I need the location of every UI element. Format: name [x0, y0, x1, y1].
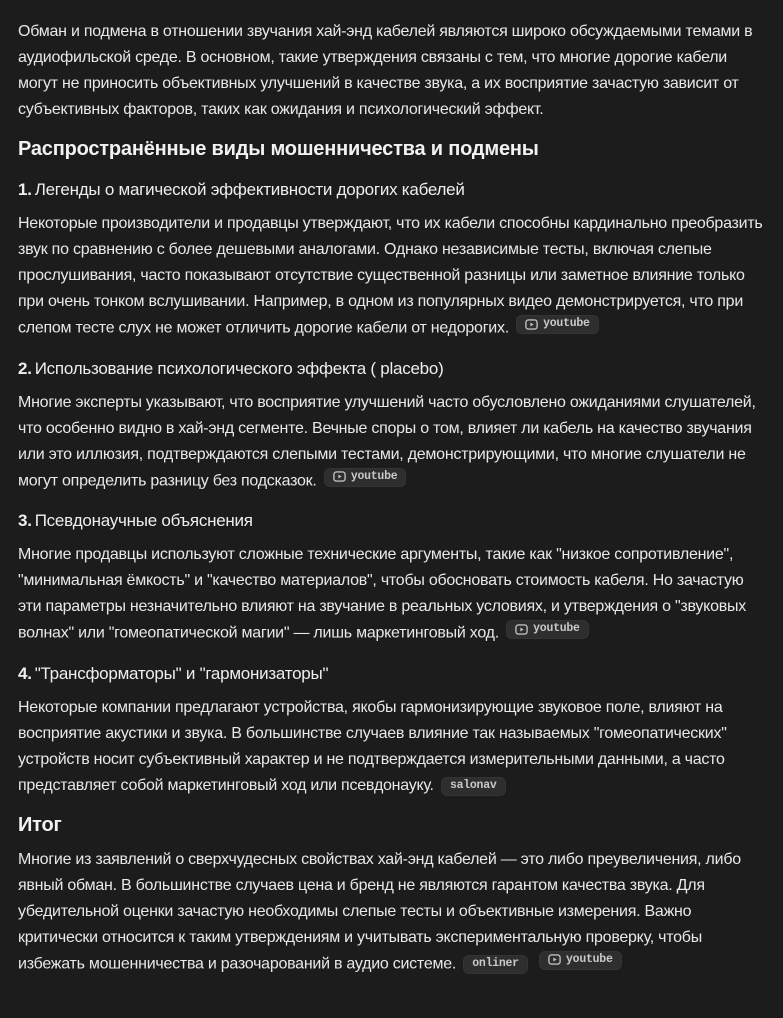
summary-paragraph	[18, 847, 765, 978]
item-1-text: Некоторые производители и продавцы утверждают, что их кабели способны кардинально преобразить звук по сравнению с более дешевыми аналогами. Однако независимые тесты, включая слепые прослушивания, часто показывают отсутствие существенной разницы или заметное влияние только при очень тонком вслушивании. Например, в одном из популярных видео демонстрируется, что при слепом тесте слух не может отличить дорогие кабели от недорогих.	[18, 215, 763, 337]
citation-label: youtube	[566, 952, 613, 966]
play-icon	[333, 470, 346, 483]
section-heading: Распространённые виды мошенничества и подмены	[18, 138, 539, 160]
citation-label: salonav	[449, 778, 497, 792]
citation-label: youtube	[543, 317, 590, 330]
item-3-paragraph	[18, 542, 765, 647]
item-1-title: Легенды о магической эффективности дорогих кабелей	[34, 180, 465, 199]
item-3-number: 3.	[18, 511, 32, 530]
intro-text: Обман и подмена в отношении звучания хай-энд кабелей являются широко обсуждаемыми темами в аудиофильской среде. В основном, такие утверждения связаны с тем, что многие дорогие кабели могут не приносить объективных улучшений в качестве звука, а их восприятие зачастую зависит от субъективных факторов, таких как ожидания и психологический эффект.	[18, 23, 753, 118]
summary-heading: Итог	[18, 813, 62, 836]
item-2-title: Использование психологического эффекта ( placebo)	[34, 358, 444, 378]
citation-label: youtube	[350, 469, 398, 483]
citation-badge-onliner[interactable]	[463, 955, 528, 974]
item-4-heading	[18, 661, 765, 687]
citation-badge-youtube[interactable]	[324, 468, 407, 487]
play-icon	[548, 953, 561, 966]
item-3-text: Многие продавцы используют сложные технические аргументы, такие как "низкое сопротивление", "минимальная ёмкость" и "качество материалов", чтобы обосновать стоимость кабеля. Но зачастую эти параметры незначительно влияют на звучание в реальных условиях, и утверждения о "звуковых волнах" или "гомеопатической магии" — лишь маркетинговый ход.	[18, 546, 746, 642]
play-icon	[525, 318, 538, 331]
item-4-title: "Трансформаторы" и "гармонизаторы"	[34, 663, 329, 683]
citation-badge-salonav[interactable]	[441, 777, 506, 796]
citation-label: youtube	[533, 622, 580, 635]
citation-badge-youtube[interactable]	[516, 315, 599, 334]
item-1-paragraph	[18, 211, 765, 342]
item-2-text: Многие эксперты указывают, что восприятие улучшений часто обусловлено ожиданиями слушателей, что особенно видно в хай-энд сегменте. Вечные споры о том, влияет ли кабель на качество звучания или это иллюзия, подтверждаются слепыми тестами, демонстрирующими, что многие слушатели не могут определить разницу без подсказок.	[18, 393, 756, 489]
citation-label: onliner	[472, 957, 519, 970]
item-4-number: 4.	[18, 663, 32, 683]
intro-paragraph	[18, 19, 765, 123]
item-1-number: 1.	[18, 180, 32, 199]
citation-badge-youtube[interactable]	[506, 620, 589, 639]
citation-badge-youtube[interactable]	[539, 951, 622, 970]
item-2-paragraph	[18, 390, 765, 495]
item-4-paragraph	[18, 695, 765, 799]
item-4-text: Некоторые компании предлагают устройства, якобы гармонизирующие звуковое поле, влияют на восприятие акустики и звука. В большинстве случаев влияние так называемых "гомеопатических" устройств носит субъективный характер и не подтверждается измерительными данными, а часто представляет собой маркетинговый ход или псевдонауку.	[18, 698, 727, 794]
item-1-heading	[18, 177, 765, 203]
item-2-number: 2.	[18, 358, 32, 378]
item-2-heading	[18, 356, 765, 382]
item-3-heading	[18, 508, 765, 534]
item-3-title: Псевдонаучные объяснения	[34, 511, 253, 530]
play-icon	[515, 623, 528, 636]
summary-text: Многие из заявлений о сверхчудесных свойствах хай-энд кабелей — это либо преувеличения, либо явный обман. В большинстве случаев цена и бренд не являются гарантом качества звука. Для убедительной оценки зачастую необходимы слепые тесты и объективные измерения. Важно критически относится к таким утверждениям и учитывать экспериментальную проверку, чтобы избежать мошенничества и разочарований в аудио системе.	[18, 850, 741, 972]
